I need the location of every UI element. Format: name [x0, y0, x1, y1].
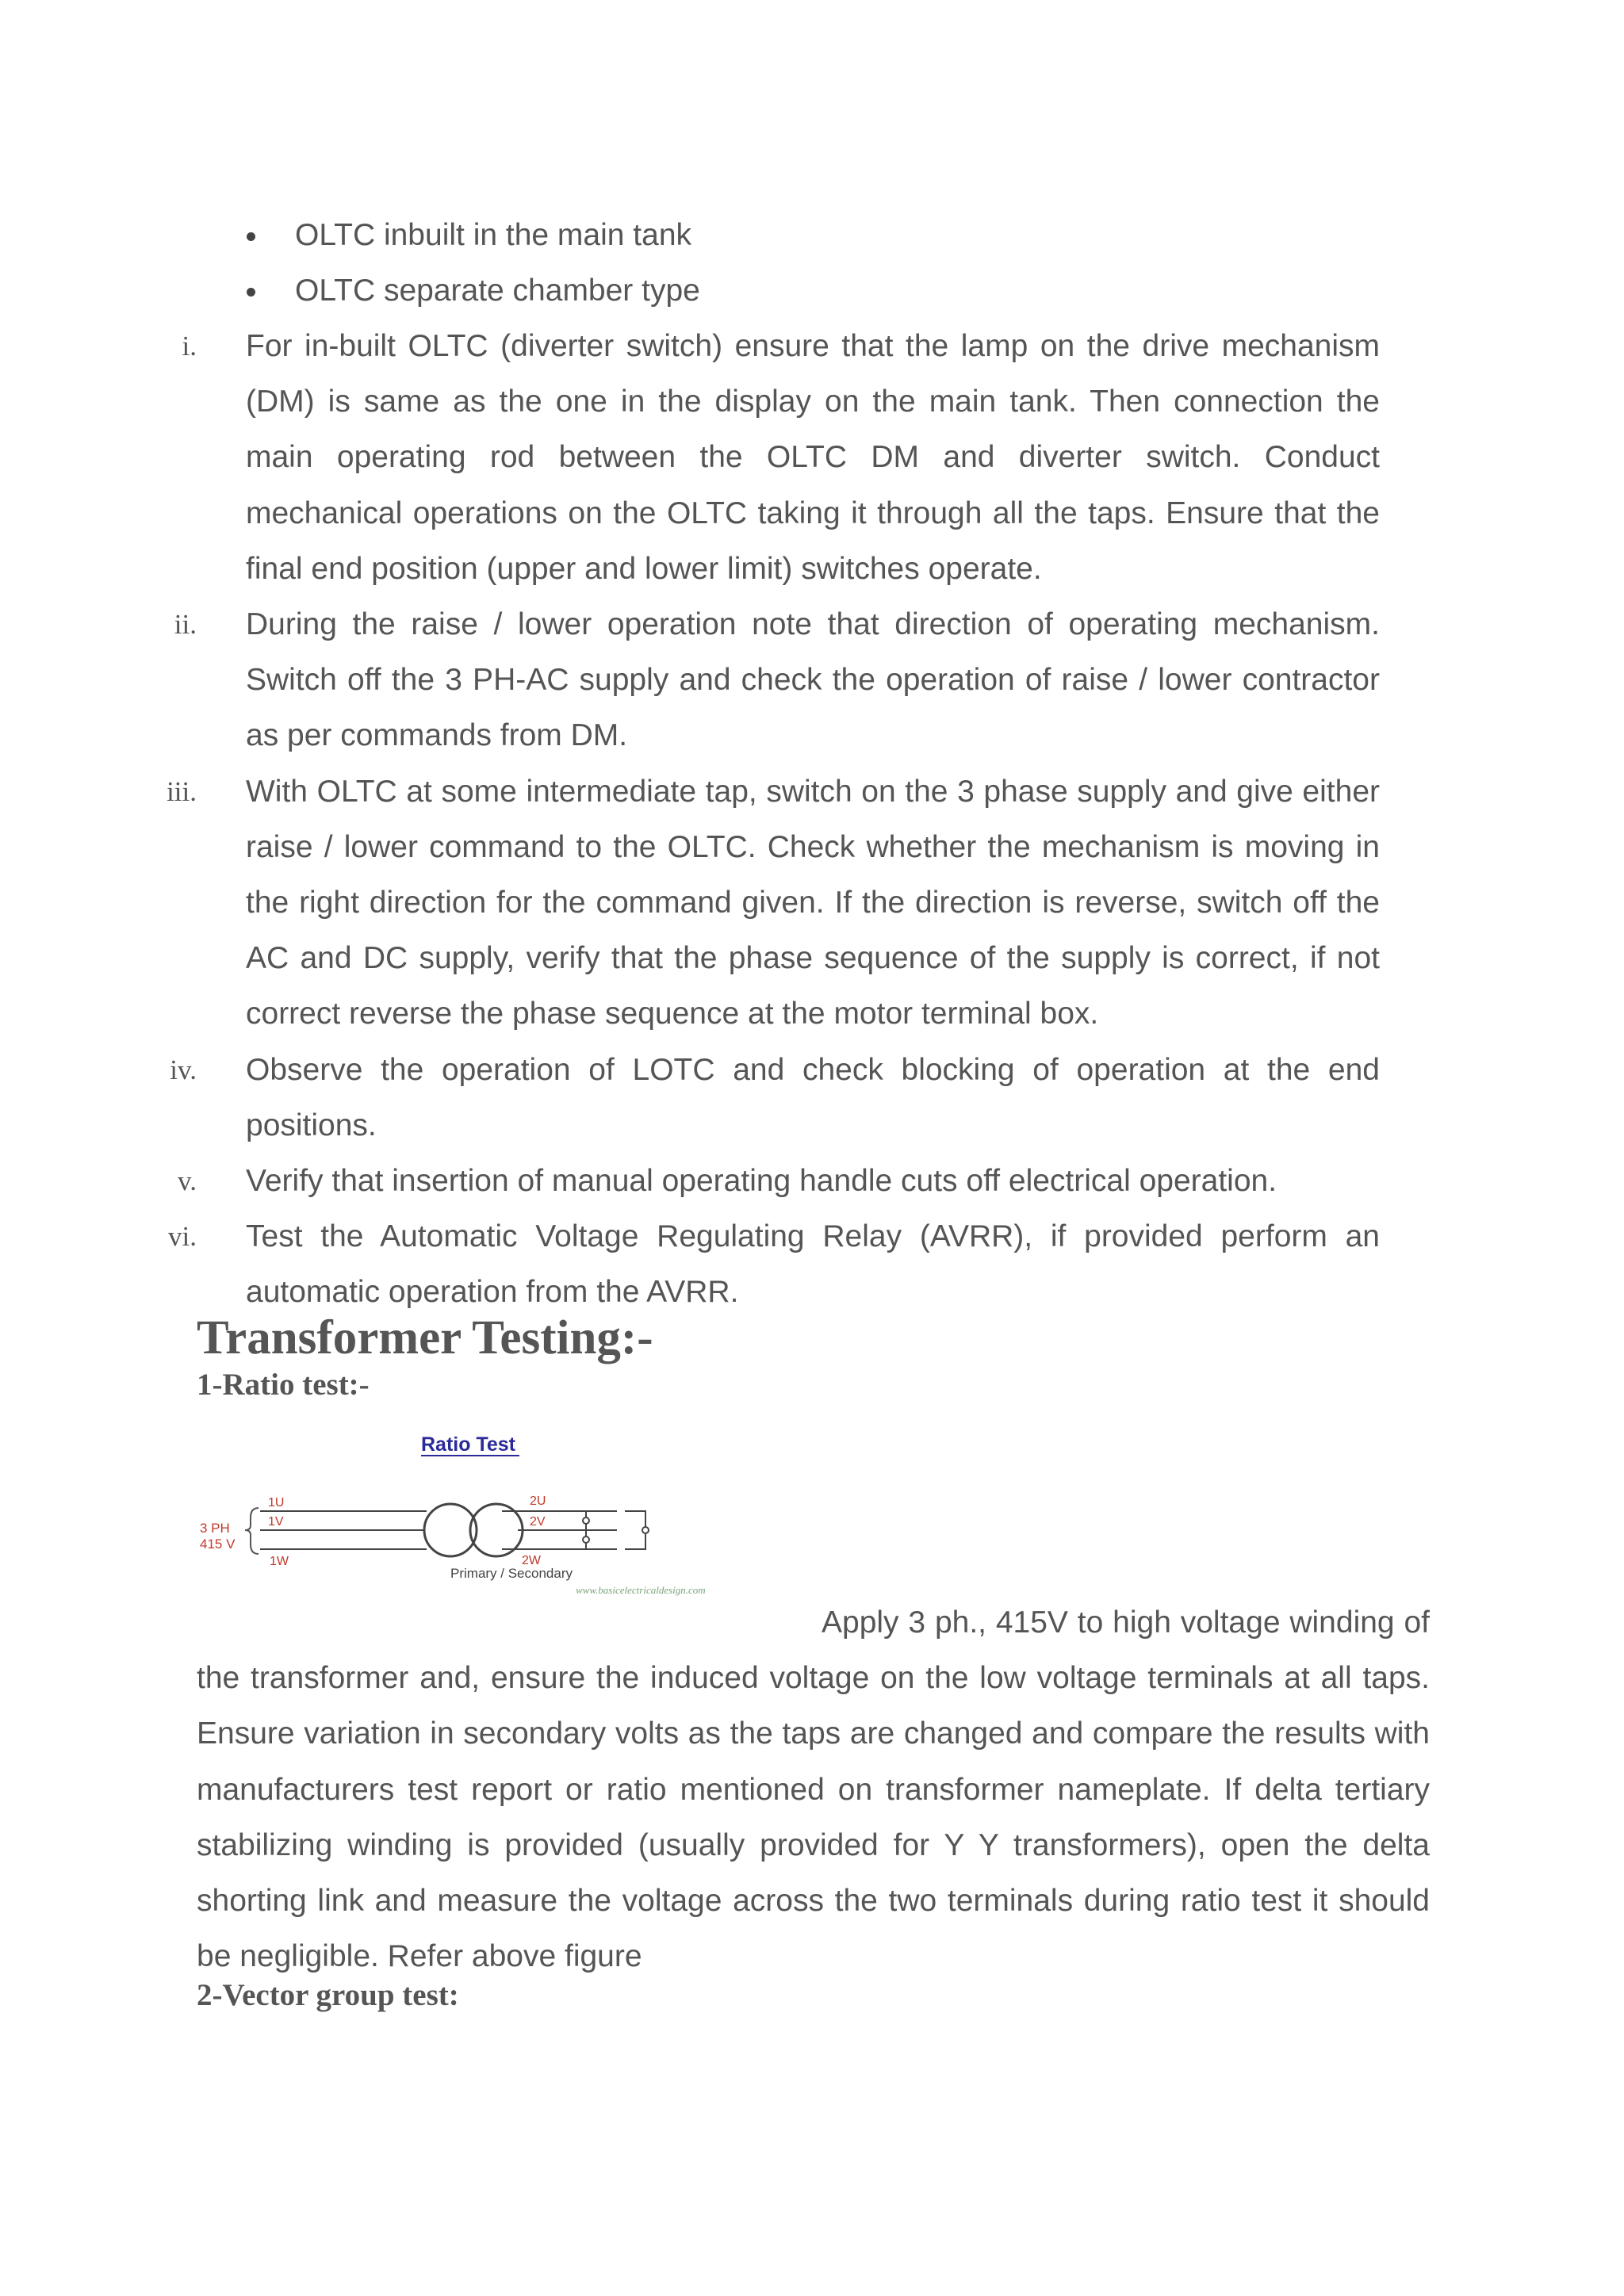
- step-item: [0, 1154, 1624, 1209]
- step-text: For in-built OLTC (diverter switch) ensure that the lamp on the drive mechanism (DM) is same as the one in the display on the main tank. Then connection the main operating rod between the OLTC DM and diverter switch. Conduct mechanical operations on the OLTC taking it through all the taps. Ensure that the final end position (upper and lower limit) switches operate.: [246, 329, 1380, 586]
- step-item: [0, 597, 1624, 764]
- step-item: [0, 1043, 1624, 1154]
- step-text: Observe the operation of LOTC and check blocking of operation at the end positions.: [246, 1052, 1380, 1142]
- terminal-label-1u: 1U: [268, 1496, 285, 1510]
- oltc-check-steps: [0, 319, 1624, 1321]
- terminal-label-1w: 1W: [270, 1555, 289, 1568]
- terminal-label-2v: 2V: [530, 1515, 546, 1529]
- terminal-label-2u: 2U: [530, 1494, 546, 1508]
- step-number: v.: [178, 1165, 197, 1197]
- step-number: iii.: [167, 775, 197, 807]
- ratio-test-diagram: [197, 1424, 776, 1601]
- supply-brace: [245, 1508, 259, 1554]
- terminal-label-2w: 2W: [522, 1554, 541, 1567]
- voltmeter-node: [583, 1517, 589, 1524]
- figure-caption: Primary / Secondary: [450, 1566, 573, 1581]
- step-number: ii.: [174, 609, 197, 641]
- figure-watermark: www.basicelectricaldesign.com: [576, 1584, 706, 1596]
- ratio-test-heading: 1-Ratio test:-: [197, 1368, 370, 1402]
- voltmeter-node: [583, 1536, 589, 1543]
- bullet-text: OLTC separate chamber type: [295, 274, 700, 308]
- step-text: Test the Automatic Voltage Regulating Relay (AVRR), if provided perform an automatic operation from the AVRR.: [246, 1219, 1380, 1310]
- primary-winding-circle: [424, 1504, 477, 1556]
- step-item: [0, 764, 1624, 1043]
- section-heading: Transformer Testing:-: [197, 1311, 653, 1364]
- figure-title: Ratio Test: [421, 1433, 515, 1456]
- step-text: With OLTC at some intermediate tap, switch on the 3 phase supply and give either raise / lower command to the OLTC. Check whether the mechanism is moving in the right direction for the command given. If the direction is reverse, switch off the AC and DC supply, verify that the phase sequence of the supply is correct, if not correct reverse the phase sequence at the motor terminal box.: [246, 774, 1380, 1031]
- vector-group-heading: 2-Vector group test:: [197, 1978, 459, 2012]
- bullet-text: OLTC inbuilt in the main tank: [295, 218, 692, 252]
- bullet-dot: [247, 288, 255, 297]
- supply-label-phase: 3 PH: [200, 1521, 230, 1536]
- ratio-test-paragraph: Apply 3 ph., 415V to high voltage winding of the transformer and, ensure the induced voltage on the low voltage terminals at all taps. Ensure variation in secondary volts as the taps are changed and compare the results with manufacturers test report or ratio mentioned on transformer nameplate. If delta tertiary stabilizing winding is provided (usually provided for Y Y transformers), open the delta shorting link and measure the voltage across the two terminals during ratio test it should be negligible. Refer above figure: [197, 1605, 1430, 1974]
- step-item: [0, 319, 1624, 597]
- step-text: During the raise / lower operation note that direction of operating mechanism. Switch off the 3 PH-AC supply and check the operation of raise / lower contractor as per commands from DM.: [246, 607, 1380, 753]
- bullet-dot: [247, 232, 255, 241]
- step-text: Verify that insertion of manual operating handle cuts off electrical operation.: [246, 1164, 1277, 1199]
- shorting-link-node: [642, 1527, 649, 1533]
- step-item: [0, 1209, 1624, 1320]
- step-number: vi.: [168, 1221, 197, 1253]
- terminal-label-1v: 1V: [268, 1515, 284, 1529]
- step-number: iv.: [170, 1054, 197, 1085]
- supply-label-voltage: 415 V: [200, 1536, 236, 1552]
- step-number: i.: [182, 331, 197, 362]
